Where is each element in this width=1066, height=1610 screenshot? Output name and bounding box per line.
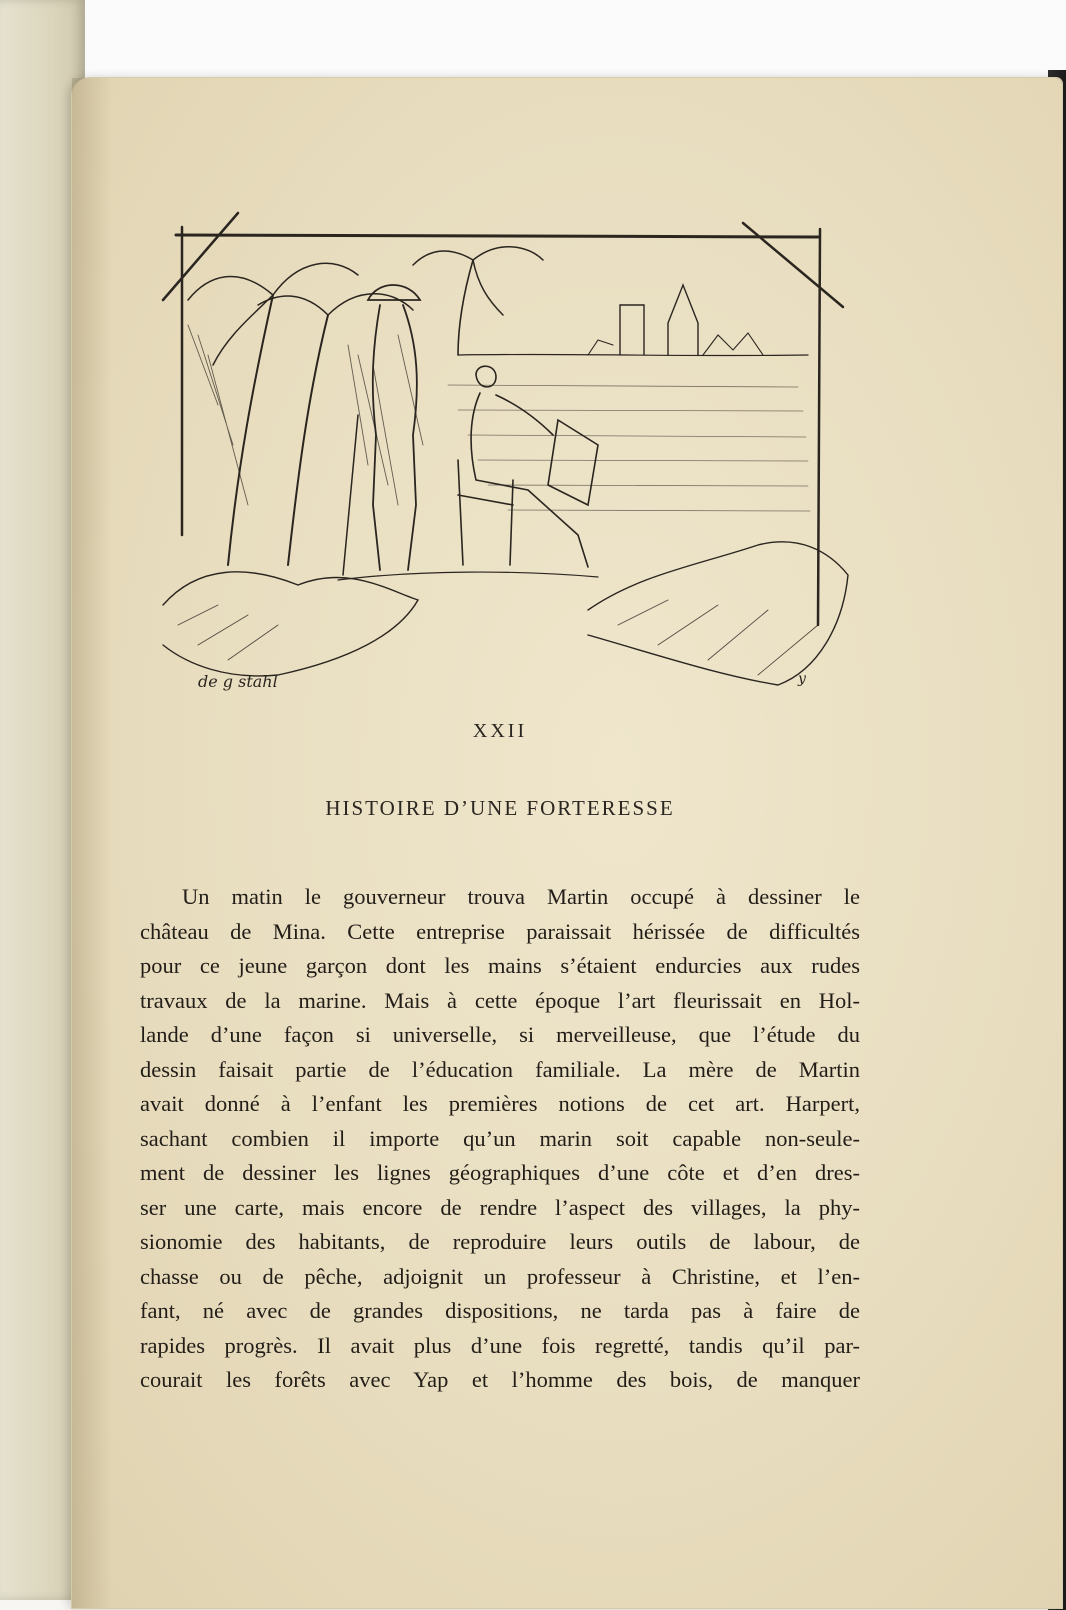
palm-trunk-1 bbox=[228, 295, 273, 565]
text-line: Un matin le gouverneur trouva Martin occupé à dessiner le bbox=[182, 884, 860, 909]
text-line: fant, né avec de grandes dispositions, ne tarda pas à faire de bbox=[140, 1298, 860, 1323]
horizon-line bbox=[458, 354, 808, 355]
palm-trunk-2 bbox=[288, 315, 328, 565]
palm-fronds bbox=[188, 247, 543, 365]
chapter-illustration bbox=[158, 205, 858, 705]
body-paragraph bbox=[140, 880, 860, 1398]
text-line: dessin faisait partie de l’éducation familiale. La mère de Martin bbox=[140, 1056, 860, 1082]
palm-trunk-3 bbox=[458, 260, 473, 355]
town-steeple bbox=[668, 285, 698, 355]
artist-signature: de g stahl bbox=[198, 672, 278, 691]
text-line: travaux de la marine. Mais à cette époque l’art fleurissait en Hol- bbox=[140, 987, 860, 1013]
text-line: ment de dessiner les lignes géographiques d’une côte et d’en dres- bbox=[140, 1160, 860, 1185]
ground-line bbox=[338, 572, 598, 580]
foliage-hatching bbox=[188, 325, 423, 505]
town-buildings bbox=[588, 333, 763, 355]
text-line: lande d’une façon si universelle, si merveilleuse, que l’étude du bbox=[140, 1022, 860, 1047]
bush-left bbox=[163, 572, 418, 676]
chair bbox=[458, 460, 513, 565]
text-line: château de Mina. Cette entreprise paraissait hérissée de difficultés bbox=[140, 918, 860, 944]
text-line: courait les forêts avec Yap et l’homme des bois, de manquer bbox=[140, 1367, 860, 1392]
bush-hatching bbox=[178, 600, 818, 675]
text-line: rapides progrès. Il avait plus d’une fois regretté, tandis qu’il par- bbox=[140, 1332, 860, 1358]
text-line: ser une carte, mais encore de rendre l’aspect des villages, la phy- bbox=[140, 1194, 860, 1220]
text-line: avait donné à l’enfant les premières notions de cet art. Harpert, bbox=[140, 1091, 860, 1116]
water-hatching bbox=[448, 385, 810, 511]
town-tower bbox=[620, 305, 644, 355]
standing-man-cane bbox=[343, 415, 358, 575]
text-line: pour ce jeune garçon dont les mains s’étaient endurcies aux rudes bbox=[140, 953, 860, 978]
seated-boy-head bbox=[476, 366, 496, 387]
text-line: chasse ou de pêche, adjoignit un professeur à Christine, et l’en- bbox=[140, 1263, 860, 1289]
frame-top-branch bbox=[176, 235, 818, 237]
chapter-number: XXII bbox=[472, 720, 528, 742]
page-gutter-shadow bbox=[72, 78, 112, 1608]
standing-man-body bbox=[373, 305, 417, 570]
engraving-drawing bbox=[158, 205, 858, 705]
drawing-board bbox=[548, 420, 598, 505]
corner-mark: y bbox=[798, 671, 806, 687]
chapter-title: HISTOIRE D’UNE FORTERESSE bbox=[325, 796, 675, 820]
bush-right bbox=[588, 542, 848, 685]
text-line: sionomie des habitants, de reproduire leurs outils de labour, de bbox=[140, 1229, 860, 1254]
seated-boy-body bbox=[471, 393, 588, 567]
text-line: sachant combien il importe qu’un marin soit capable non-seule- bbox=[140, 1125, 860, 1151]
